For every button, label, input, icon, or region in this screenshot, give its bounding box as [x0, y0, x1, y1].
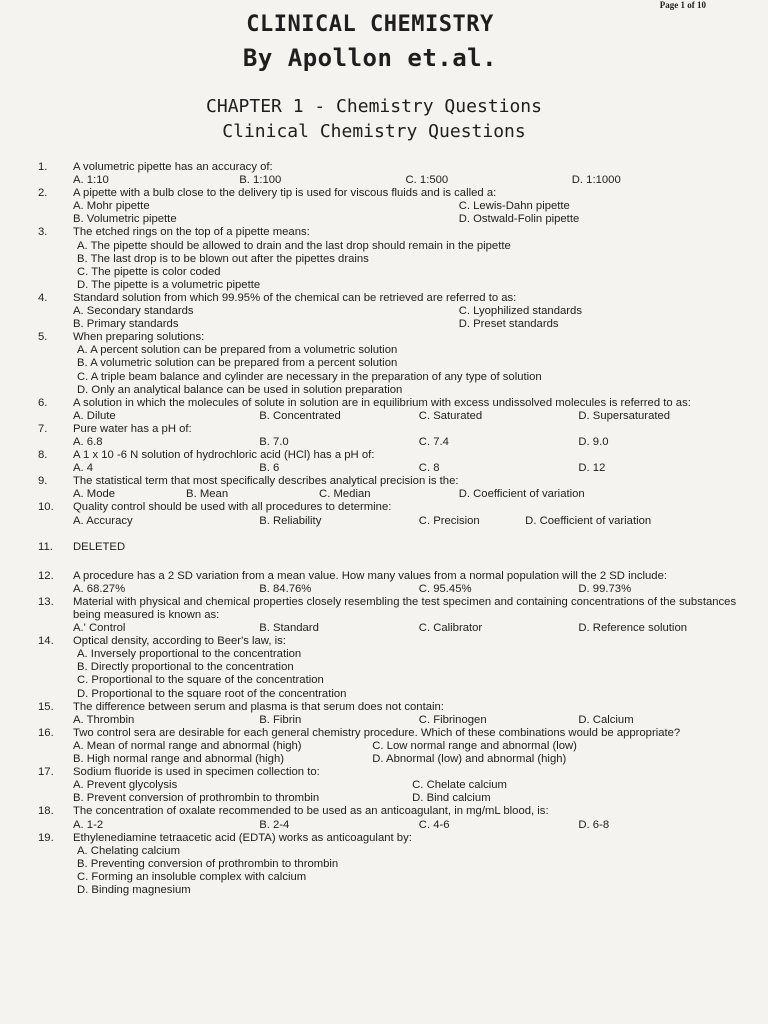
answer-option: B. 2-4 — [259, 818, 290, 831]
answer-option: C. Fibrinogen — [418, 713, 487, 726]
question-item — [38, 292, 738, 331]
question-list — [38, 161, 738, 897]
question-text: The statistical term that most specifically describes analytical precision is the: — [73, 475, 459, 488]
question-item — [38, 161, 738, 187]
question-text: Pure water has a pH of: — [73, 422, 192, 435]
answer-option: C. Low normal range and abnormal (low) — [372, 739, 577, 752]
answer-option: A. Chelating calcium — [77, 844, 180, 857]
answer-option: B. Fibrin — [259, 713, 302, 726]
answer-option: C. 95.45% — [418, 582, 472, 595]
question-text: Optical density, according to Beer's law, is: — [73, 635, 286, 648]
question-number: 9. — [38, 475, 48, 488]
answer-option: B. Standard — [259, 622, 319, 635]
answer-option: D. 9.0 — [578, 435, 609, 448]
question-text: A procedure has a 2 SD variation from a mean value. How many values from a normal population will the 2 SD include: — [73, 569, 668, 582]
answer-option: A. 6.8 — [73, 435, 103, 448]
question-item — [38, 766, 738, 805]
answer-option: B. 7.0 — [259, 435, 289, 448]
answer-option: A. 1:10 — [73, 174, 109, 187]
answer-option: D. Coefficient of variation — [525, 514, 652, 527]
answer-option: A. Accuracy — [73, 514, 133, 527]
answer-option: B. Concentrated — [259, 409, 341, 422]
answer-option: C. Chelate calcium — [412, 779, 507, 792]
question-item — [38, 423, 738, 449]
question-number: 4. — [38, 291, 48, 304]
answer-option: D. Reference solution — [578, 622, 688, 635]
answer-option: D. Preset standards — [458, 318, 559, 331]
page-number: Page 1 of 10 — [659, 0, 706, 10]
answer-option: A. Mohr pipette — [73, 200, 150, 213]
answer-option: C. 1:500 — [405, 174, 449, 187]
answer-option: A. The pipette should be allowed to drain and the last drop should remain in the pipette — [77, 239, 511, 252]
question-number: 2. — [38, 187, 48, 200]
document-author: By Apollon et.al. — [242, 44, 498, 72]
answer-option: B. Prevent conversion of prothrombin to thrombin — [73, 792, 320, 805]
answer-option: A. Prevent glycolysis — [73, 779, 178, 792]
answer-option: A. Mode — [73, 488, 116, 501]
question-item — [38, 805, 738, 831]
question-number: 17. — [38, 766, 54, 779]
answer-option: B. 1:100 — [239, 174, 282, 187]
question-number: 5. — [38, 331, 48, 344]
answer-option: C. Saturated — [418, 409, 483, 422]
question-number: 6. — [38, 396, 48, 409]
answer-option: C. A triple beam balance and cylinder are necessary in the preparation of any type of solution — [77, 370, 542, 383]
answer-option: B. Directly proportional to the concentration — [77, 661, 294, 674]
answer-option: A. Inversely proportional to the concentration — [77, 648, 302, 661]
answer-option: A. Dilute — [73, 409, 116, 422]
answer-option: A. Thrombin — [73, 713, 135, 726]
answer-option: C. Lyophilized standards — [458, 305, 582, 318]
answer-option: A. Secondary standards — [73, 305, 194, 318]
question-text: DELETED — [73, 540, 126, 553]
answer-option: D. Bind calcium — [412, 792, 491, 805]
question-item — [38, 187, 738, 226]
answer-option: D. Coefficient of variation — [458, 488, 585, 501]
question-item — [38, 635, 738, 700]
answer-option: B. 6 — [259, 462, 280, 475]
question-number: 19. — [38, 831, 54, 844]
answer-option: C. Forming an insoluble complex with calcium — [77, 870, 307, 883]
question-text: Standard solution from which 99.95% of the chemical can be retrieved are referred to as: — [73, 291, 517, 304]
answer-option: A. Mean of normal range and abnormal (high) — [73, 739, 302, 752]
question-text: Sodium fluoride is used in specimen collection to: — [73, 766, 320, 779]
question-item — [38, 701, 738, 727]
answer-option: B. 84.76% — [259, 582, 312, 595]
answer-option: C. Proportional to the square of the concentration — [77, 674, 324, 687]
answer-option: C. Calibrator — [418, 622, 483, 635]
answer-option: B. Primary standards — [73, 318, 179, 331]
question-item — [38, 727, 738, 766]
question-text: Ethylenediamine tetraacetic acid (EDTA) works as anticoagulant by: — [73, 831, 412, 844]
question-item — [38, 449, 738, 475]
answer-option: D. Calcium — [578, 713, 634, 726]
answer-option: B. High normal range and abnormal (high) — [73, 753, 284, 766]
question-text: Two control sera are desirable for each general chemistry procedure. Which of these combinations would be appropriate? — [73, 726, 681, 739]
answer-option: D. Abnormal (low) and abnormal (high) — [372, 753, 567, 766]
answer-option: D. Only an analytical balance can be used in solution preparation — [77, 383, 403, 396]
question-item — [38, 331, 738, 396]
answer-option: A. 4 — [73, 462, 94, 475]
question-item — [38, 596, 738, 635]
chapter-heading: CHAPTER 1 - Chemistry Questions — [206, 96, 542, 117]
question-number: 13. — [38, 595, 54, 608]
question-item — [38, 226, 738, 291]
answer-option: D. The pipette is a volumetric pipette — [77, 278, 261, 291]
answer-option: C. Lewis-Dahn pipette — [458, 200, 570, 213]
question-text: A solution in which the molecules of solute in solution are in equilibrium with excess undissolved molecules is referred to as: — [73, 396, 691, 409]
question-item — [38, 832, 738, 897]
question-text: Material with physical and chemical properties closely resembling the test specimen and containing concentrations of the substances being measured is known as: — [73, 595, 737, 621]
question-number: 14. — [38, 635, 54, 648]
answer-option: D. Ostwald-Folin pipette — [458, 213, 580, 226]
question-text: The etched rings on the top of a pipette means: — [73, 226, 310, 239]
answer-option: A. 68.27% — [73, 582, 126, 595]
question-number: 12. — [38, 569, 54, 582]
question-number: 3. — [38, 226, 48, 239]
question-text: A volumetric pipette has an accuracy of: — [73, 161, 273, 173]
question-number: 7. — [38, 422, 48, 435]
question-item — [38, 570, 738, 596]
answer-option: D. Binding magnesium — [77, 883, 191, 896]
question-number: 16. — [38, 726, 54, 739]
answer-option: C. 7.4 — [418, 435, 449, 448]
question-text: The concentration of oxalate recommended to be used as an anticoagulant, in mg/mL blood, is: — [73, 805, 549, 818]
question-item — [38, 501, 738, 527]
question-item — [38, 541, 738, 554]
section-subtitle: Clinical Chemistry Questions — [222, 121, 526, 142]
answer-option: D. 99.73% — [578, 582, 632, 595]
question-item — [38, 397, 738, 423]
question-number: 15. — [38, 700, 54, 713]
question-item — [38, 475, 738, 501]
answer-option: B. Mean — [186, 488, 229, 501]
answer-option: A. 1-2 — [73, 818, 104, 831]
answer-option: A. A percent solution can be prepared from a volumetric solution — [77, 344, 398, 357]
answer-option: C. Median — [319, 488, 371, 501]
question-text: A 1 x 10 -6 N solution of hydrochloric acid (HCl) has a pH of: — [73, 449, 375, 462]
answer-option: A.' Control — [73, 622, 126, 635]
answer-option: D. 1:1000 — [571, 174, 621, 187]
answer-option: D. 6-8 — [578, 818, 610, 831]
answer-option: C. Precision — [418, 514, 480, 527]
question-text: Quality control should be used with all procedures to determine: — [73, 501, 392, 514]
answer-option: D. Proportional to the square root of the concentration — [77, 687, 347, 700]
answer-option: B. The last drop is to be blown out after the pipettes drains — [77, 252, 369, 265]
answer-option: C. The pipette is color coded — [77, 265, 221, 278]
question-text: When preparing solutions: — [73, 331, 205, 344]
answer-option: D. Supersaturated — [578, 409, 671, 422]
document-title: CLINICAL CHEMISTRY — [246, 12, 494, 37]
answer-option: D. 12 — [578, 462, 606, 475]
question-number: 11. — [38, 540, 53, 553]
answer-option: B. Reliability — [259, 514, 322, 527]
question-number: 8. — [38, 449, 48, 462]
question-number: 10. — [38, 501, 54, 514]
answer-option: C. 4-6 — [418, 818, 450, 831]
question-number: 1. — [38, 161, 48, 173]
answer-option: B. Preventing conversion of prothrombin to thrombin — [77, 857, 339, 870]
question-text: A pipette with a bulb close to the delivery tip is used for viscous fluids and is called a: — [73, 187, 497, 200]
answer-option: B. A volumetric solution can be prepared from a percent solution — [77, 357, 398, 370]
question-text: The difference between serum and plasma is that serum does not contain: — [73, 700, 444, 713]
answer-option: C. 8 — [418, 462, 440, 475]
question-number: 18. — [38, 805, 54, 818]
answer-option: B. Volumetric pipette — [73, 213, 177, 226]
